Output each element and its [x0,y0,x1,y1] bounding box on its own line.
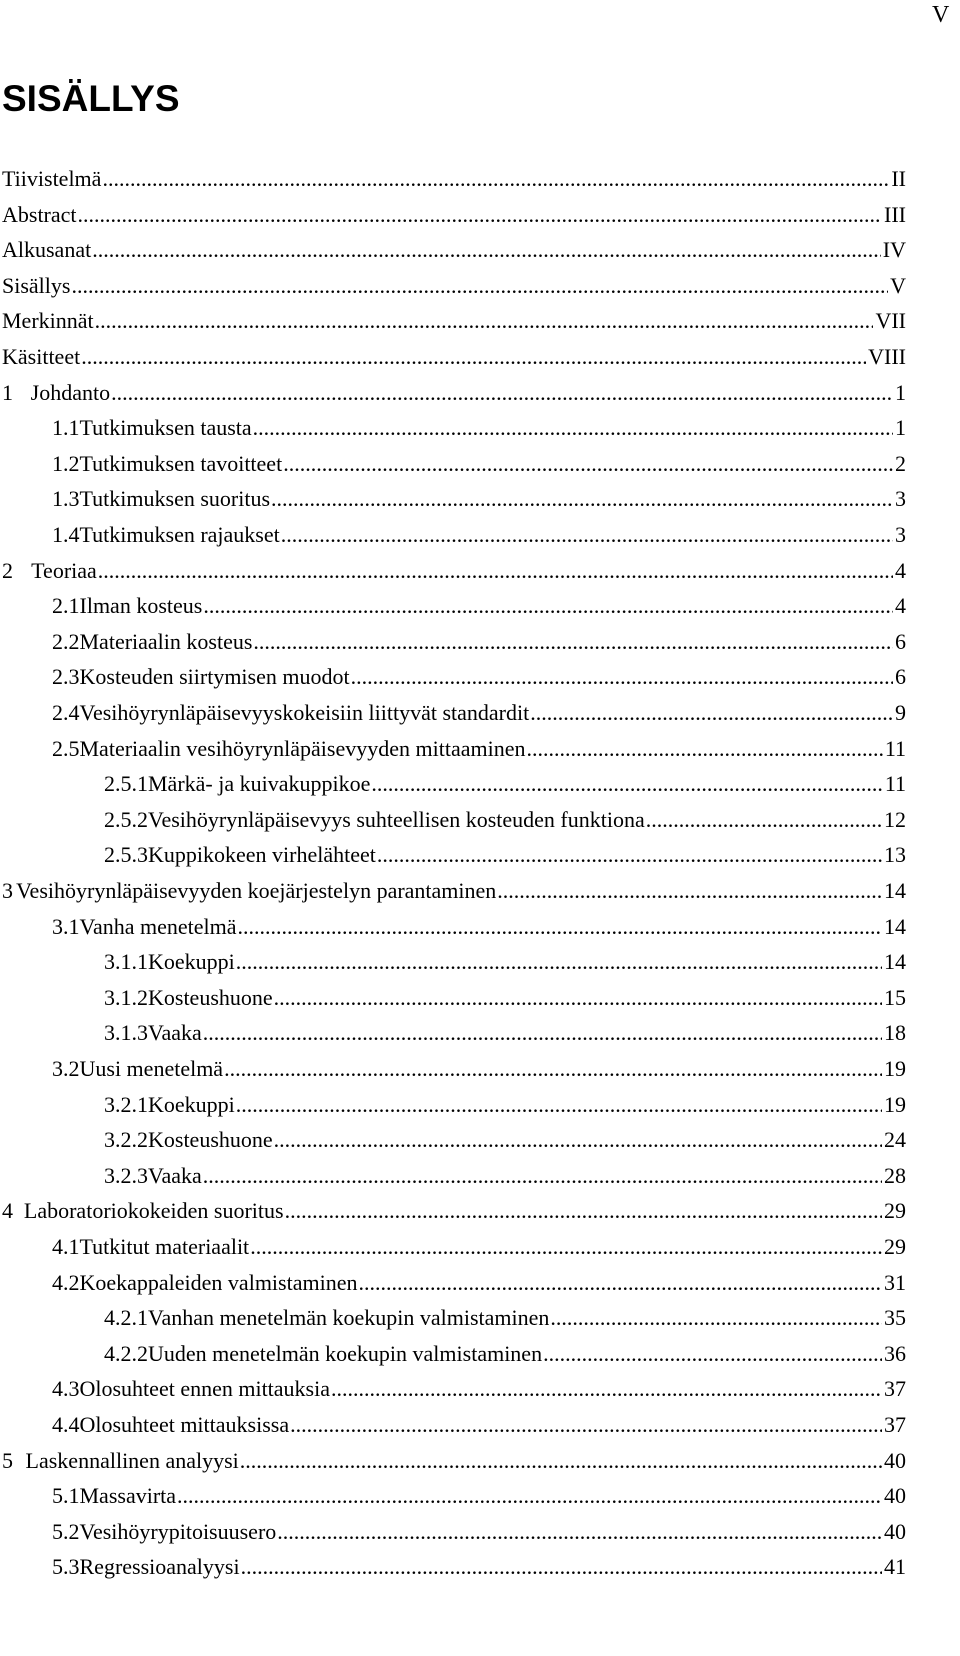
toc-entry-title: Vanha menetelmä [79,913,237,939]
toc-entry[interactable] [52,1054,906,1084]
toc-entry-title: Vanhan menetelmän koekupin valmistaminen [148,1305,550,1331]
toc-entry[interactable] [52,734,906,764]
dot-leader [111,378,893,408]
dot-leader [236,947,882,977]
toc-entry[interactable] [52,413,906,443]
toc-entry-number: 2.5.3 [104,842,148,868]
toc-entry-number: 2.4 [52,700,80,725]
toc-entry-title: Sisällys [2,272,71,298]
toc-entry-number: 3.2 [52,1056,80,1081]
toc-entry-title: Laboratoriokokeiden suoritus [23,1198,284,1224]
toc-entry-number: 3.2.1 [104,1091,148,1117]
dot-leader [277,1517,882,1547]
toc-entry-page: 6 [895,664,906,690]
toc-entry[interactable] [52,1517,906,1547]
toc-entry-page: 11 [884,771,906,797]
dot-leader [351,662,893,692]
toc-entry[interactable] [52,591,906,621]
toc-entry-title: Abstract [2,201,77,227]
toc-entry-page: VII [875,308,906,334]
toc-entry[interactable] [52,912,906,942]
toc-entry-title: Vesihöyrynläpäisevyyskokeisiin liittyvät standardit [79,700,530,725]
toc-entry-title: Tiivistelmä [2,166,102,191]
toc-entry[interactable] [104,1090,906,1120]
toc-entry-title: Vesihöyrynläpäisevyyden koejärjestelyn parantaminen [16,878,497,903]
dot-leader [224,1054,882,1084]
toc-entry-title: Käsitteet [2,344,81,369]
toc-entry-number: 3 [2,878,13,903]
toc-entry-page: 3 [895,522,906,547]
toc-entry[interactable] [52,1481,906,1511]
toc-entry[interactable] [52,484,906,514]
dot-leader [526,734,882,764]
toc-entry[interactable] [104,769,906,799]
toc-entry[interactable] [52,449,906,479]
dot-leader [377,840,882,870]
toc-entry[interactable] [52,1232,906,1262]
toc-entry-page: 31 [884,1269,906,1295]
toc-entry-title: Vaaka [148,1162,202,1188]
toc-entry-page: 35 [884,1305,906,1331]
toc-entry-number: 5.2 [52,1518,80,1544]
toc-entry[interactable] [2,876,906,906]
toc-entry-title: Regressioanalyysi [79,1554,240,1580]
toc-entry-number: 4.2.2 [104,1340,148,1366]
toc-entry-number: 3.1.3 [104,1020,148,1046]
toc-entry[interactable] [104,840,906,870]
toc-entry-number: 1.3 [52,486,80,512]
dot-leader [283,449,893,479]
dot-leader [177,1481,882,1511]
toc-entry-number: 2.5.1 [104,771,148,797]
toc-entry-page: 40 [884,1483,906,1509]
dot-leader [271,484,893,514]
dot-leader [92,235,881,265]
toc-entry-page: 4 [895,593,906,619]
toc-entry-title: Olosuhteet mittauksissa [79,1412,290,1437]
toc-entry-page: 1 [895,415,906,441]
toc-entry-number: 3.1.1 [104,949,148,975]
toc-entry-title: Laskennallinen analyysi [25,1447,239,1473]
toc-entry-number: 4 [2,1198,13,1224]
dot-leader [98,556,893,586]
toc-entry[interactable] [2,235,906,265]
dot-leader [250,1232,882,1262]
dot-leader [236,1090,882,1120]
toc-entry-number: 4.4 [52,1412,80,1437]
toc-entry[interactable] [104,1018,906,1048]
toc-entry-number: 4.1 [52,1234,80,1259]
toc-entry[interactable] [52,1552,906,1582]
toc-entry[interactable] [52,698,906,728]
toc-entry-title: Johdanto [30,379,111,405]
toc-entry[interactable] [2,342,906,372]
toc-entry[interactable] [52,1410,906,1440]
toc-entry-title: Vesihöyrynläpäisevyys suhteellisen kosteuden funktiona [148,806,645,832]
toc-entry-page: 41 [884,1554,906,1580]
dot-leader [238,912,883,942]
toc-entry-title: Märkä- ja kuivakuppikoe [148,771,371,797]
dot-leader [358,1268,882,1298]
toc-entry-title: Koekuppi [148,949,235,975]
toc-entry-number: 2.2 [52,628,80,654]
toc-entry[interactable] [2,200,906,230]
toc-entry-title: Kosteushuone [148,1127,273,1153]
page-number: V [932,2,950,28]
toc-entry-page: 2 [895,450,906,476]
toc-entry[interactable] [104,1161,906,1191]
toc-entry-page: 1 [895,379,906,405]
toc-entry-page: 29 [884,1234,906,1259]
toc-entry-title: Koekuppi [148,1091,235,1117]
toc-entry-title: Vaaka [148,1020,202,1046]
dot-leader [543,1339,882,1369]
toc-entry[interactable] [52,662,906,692]
toc-entry-number: 5 [2,1447,13,1473]
toc-entry-title: Materiaalin vesihöyrynläpäisevyyden mittaaminen [79,735,526,761]
toc-entry[interactable] [2,164,906,194]
toc-entry-page: 4 [895,557,906,583]
toc-entry-title: Alkusanat [2,237,92,263]
toc-entry[interactable] [52,1374,906,1404]
toc-entry-title: Tutkimuksen suoritus [79,486,271,512]
toc-entry-page: 28 [884,1162,906,1188]
toc-entry-number: 5.1 [52,1483,80,1509]
toc-entry-number: 2.5.2 [104,806,148,832]
dot-leader [203,1018,882,1048]
toc-entry-title: Teoriaa [31,557,97,583]
toc-entry-page: III [884,201,906,227]
toc-entry-page: 19 [884,1091,906,1117]
dot-leader [290,1410,882,1440]
toc-entry[interactable] [2,1196,906,1226]
toc-entry-title: Merkinnät [2,308,94,334]
toc-entry[interactable] [104,1303,906,1333]
toc-entry[interactable] [104,947,906,977]
toc-entry-page: 9 [895,700,906,725]
toc-entry-page: 14 [884,913,906,939]
dot-leader [550,1303,882,1333]
toc-entry-number: 2.1 [52,593,80,619]
toc-entry[interactable] [104,1339,906,1369]
toc-entry-number: 2 [2,557,13,583]
toc-entry-number: 3.1 [52,913,80,939]
toc-entry-page: V [890,272,906,298]
toc-entry-number: 5.3 [52,1554,80,1580]
toc-entry-page: 24 [884,1127,906,1153]
toc-entry-number: 1.4 [52,522,80,547]
toc-entry-number: 1 [2,379,13,405]
dot-leader [95,306,874,336]
dot-leader [253,413,893,443]
toc-entry-title: Uusi menetelmä [79,1056,224,1081]
toc-entry-title: Kosteushuone [148,984,273,1010]
dot-leader [102,164,889,194]
toc-entry-page: 19 [884,1056,906,1081]
toc-entry-page: VIII [868,344,906,369]
dot-leader [203,591,893,621]
toc-entry-number: 4.2.1 [104,1305,148,1331]
toc-entry-page: II [891,166,906,191]
toc-entry-title: Materiaalin kosteus [79,628,253,654]
toc-entry-title: Olosuhteet ennen mittauksia [79,1376,330,1402]
toc-entry-page: 14 [884,949,906,975]
dot-leader [274,983,882,1013]
toc-entry-title: Tutkimuksen tausta [79,415,252,441]
toc-entry[interactable] [2,556,906,586]
page-title: SISÄLLYS [2,78,180,119]
toc-entry-page: 6 [895,628,906,654]
toc-entry-page: 37 [884,1412,906,1437]
toc-entry-number: 1.1 [52,415,80,441]
toc-entry-number: 1.2 [52,450,80,476]
toc-entry-title: Uuden menetelmän koekupin valmistaminen [148,1340,543,1366]
toc-entry-title: Kuppikokeen virhelähteet [148,842,376,868]
toc-entry[interactable] [2,306,906,336]
toc-entry-title: Ilman kosteus [79,593,203,619]
toc-entry-title: Vesihöyrypitoisuusero [79,1518,277,1544]
toc-entry-page: 37 [884,1376,906,1402]
dot-leader [253,627,893,657]
toc-entry-title: Tutkimuksen tavoitteet [79,450,283,476]
toc-entry[interactable] [104,1125,906,1155]
toc-entry-page: 29 [884,1198,906,1224]
toc-entry-title: Kosteuden siirtymisen muodot [79,664,350,690]
toc-entry-title: Massavirta [79,1483,177,1509]
toc-entry-number: 3.2.3 [104,1162,148,1188]
dot-leader [81,342,866,372]
dot-leader [285,1196,882,1226]
dot-leader [78,200,882,230]
toc-entry[interactable] [2,271,906,301]
dot-leader [530,698,893,728]
dot-leader [646,805,882,835]
dot-leader [371,769,882,799]
toc-entry-number: 3.1.2 [104,984,148,1010]
toc-entry-page: 40 [884,1518,906,1544]
dot-leader [281,520,893,550]
toc-entry[interactable] [104,805,906,835]
toc-entry-page: 11 [884,735,906,761]
toc-entry[interactable] [104,983,906,1013]
toc-entry-page: 14 [884,878,906,903]
toc-entry-title: Tutkitut materiaalit [79,1234,250,1259]
dot-leader [331,1374,882,1404]
toc-entry-page: 3 [895,486,906,512]
toc-entry-number: 3.2.2 [104,1127,148,1153]
toc-entry-page: IV [882,237,906,263]
toc-entry-title: Tutkimuksen rajaukset [79,522,280,547]
dot-leader [274,1125,882,1155]
dot-leader [240,1446,882,1476]
toc-entry-page: 15 [884,984,906,1010]
toc-entry-page: 40 [884,1447,906,1473]
toc-entry[interactable] [52,1268,906,1298]
toc-entry-number: 4.3 [52,1376,80,1402]
dot-leader [203,1161,882,1191]
toc-entry-page: 13 [884,842,906,868]
toc-entry-page: 36 [884,1340,906,1366]
toc-entry-page: 18 [884,1020,906,1046]
toc-entry-number: 2.3 [52,664,80,690]
toc-entry[interactable] [2,378,906,408]
toc-entry-number: 4.2 [52,1269,80,1295]
toc-entry[interactable] [2,1446,906,1476]
dot-leader [497,876,882,906]
toc-entry[interactable] [52,520,906,550]
toc-entry-page: 12 [884,806,906,832]
dot-leader [241,1552,882,1582]
dot-leader [71,271,888,301]
toc-entry-number: 2.5 [52,735,80,761]
toc-entry-title: Koekappaleiden valmistaminen [79,1269,358,1295]
toc-entry[interactable] [52,627,906,657]
